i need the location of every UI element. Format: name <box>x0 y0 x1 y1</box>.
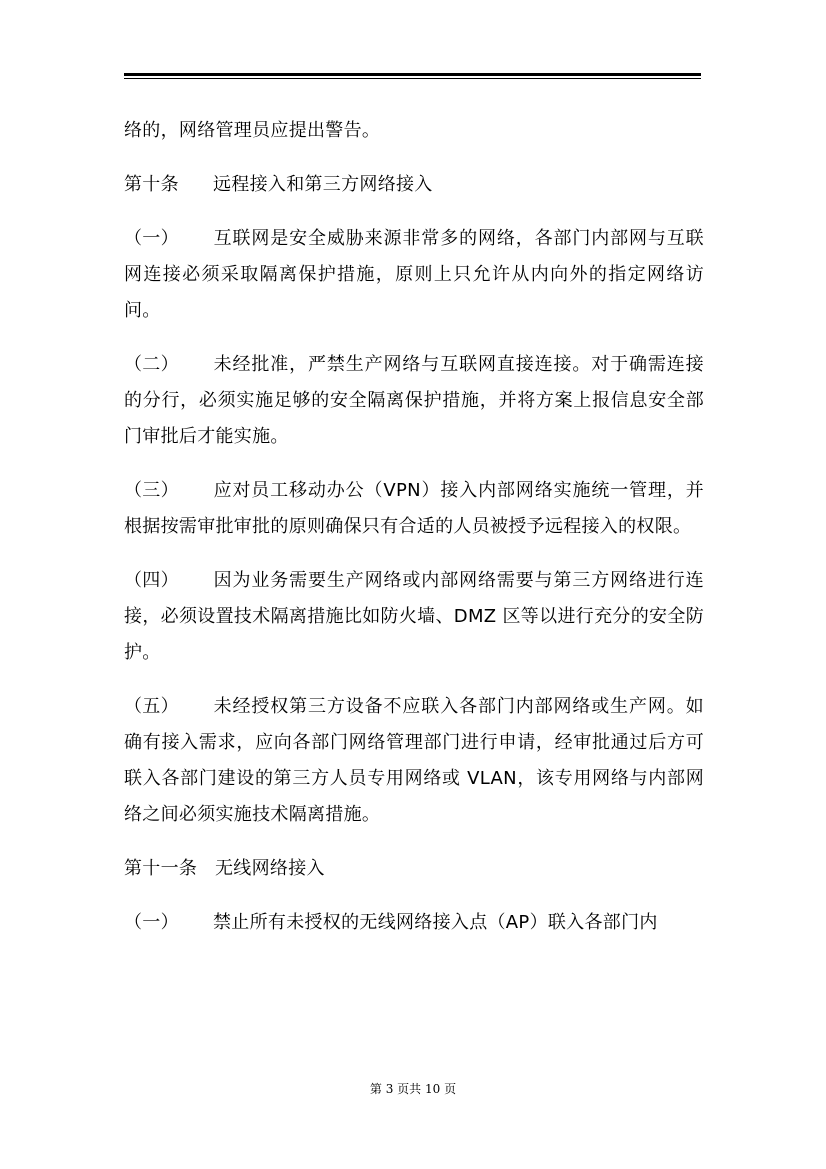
article-heading <box>124 851 704 887</box>
list-item <box>124 221 704 329</box>
item-text: 禁止所有未授权的无线网络接入点（AP）联入各部门内 <box>213 912 658 933</box>
item-label: （四） <box>124 570 179 591</box>
item-text: 应对员工移动办公（VPN）接入内部网络实施统一管理，并根据按需审批审批的原则确保只有合适的人员被授予远程接入的权限。 <box>124 480 704 537</box>
article-title: 远程接入和第三方网络接入 <box>213 174 433 195</box>
list-item <box>124 905 704 941</box>
header-rule-thin <box>124 78 701 79</box>
list-item <box>124 689 704 833</box>
item-label: （一） <box>124 912 179 933</box>
article-label: 第十一条 <box>124 858 198 879</box>
paragraph-text: 络的，网络管理员应提出警告。 <box>124 120 381 141</box>
header-rule-thick <box>124 73 701 76</box>
item-label: （五） <box>124 696 179 717</box>
article-heading <box>124 167 704 203</box>
item-label: （二） <box>124 354 179 375</box>
article-label: 第十条 <box>124 174 179 195</box>
document-body <box>124 113 704 959</box>
item-text: 因为业务需要生产网络或内部网络需要与第三方网络进行连接，必须设置技术隔离措施比如防火墙、DMZ 区等以进行充分的安全防护。 <box>124 570 704 663</box>
article-title: 无线网络接入 <box>215 858 325 879</box>
item-text: 未经批准，严禁生产网络与互联网直接连接。对于确需连接的分行，必须实施足够的安全隔离保护措施，并将方案上报信息安全部门审批后才能实施。 <box>124 354 704 447</box>
list-item <box>124 347 704 455</box>
list-item <box>124 563 704 671</box>
item-text: 互联网是安全威胁来源非常多的网络，各部门内部网与互联网连接必须采取隔离保护措施，原则上只允许从内向外的指定网络访问。 <box>124 228 704 321</box>
page-footer: 第 3 页共 10 页 <box>369 1082 457 1096</box>
item-label: （三） <box>124 480 179 501</box>
list-item <box>124 473 704 545</box>
item-text: 未经授权第三方设备不应联入各部门内部网络或生产网。如确有接入需求，应向各部门网络管理部门进行申请，经审批通过后方可联入各部门建设的第三方人员专用网络或 VLAN，该专用网络与内部网络之间必须实施技术隔离措施。 <box>124 696 704 825</box>
item-label: （一） <box>124 228 179 249</box>
paragraph-continuation <box>124 113 704 149</box>
